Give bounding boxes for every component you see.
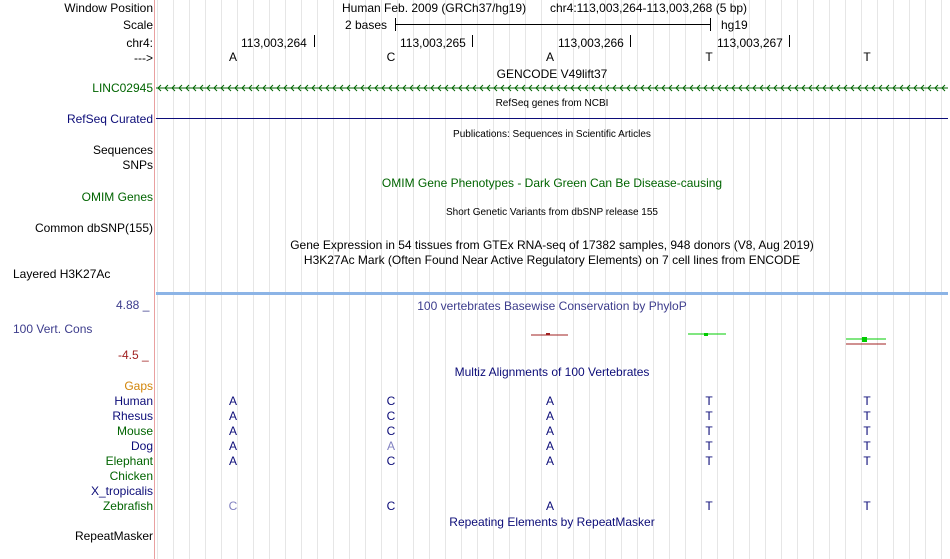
alignment-base: C [386,454,396,468]
repeatmasker-label[interactable]: RepeatMasker [74,529,153,543]
alignment-base: T [863,454,871,468]
ref-base-1: A [228,50,238,64]
position-text: chr4:113,003,264-113,003,268 (5 bp) [550,1,748,15]
species-label-mouse[interactable]: Mouse [116,424,153,438]
alignment-base: T [863,499,871,513]
phylop-min-label: -4.5 _ [118,348,149,362]
coordinate-tick-4 [789,35,790,47]
alignment-base: C [386,394,396,408]
alignment-base: A [545,439,555,453]
label-separator [154,0,155,559]
alignment-base: A [228,394,238,408]
alignment-base: T [863,439,871,453]
species-label-x-tropicalis[interactable]: X_tropicalis [90,484,153,498]
scale-bar-left-cap [395,18,396,31]
gencode-track-title[interactable]: GENCODE V49lift37 [496,67,608,81]
phylop-signal [156,326,948,350]
scale-bar-right-cap [710,18,711,31]
alignment-base: A [228,439,238,453]
alignment-base: T [705,439,713,453]
db-text: hg19 [721,18,748,32]
snps-label[interactable]: SNPs [122,158,153,172]
assembly-title: Human Feb. 2009 (GRCh37/hg19) [342,1,527,15]
species-label-human[interactable]: Human [114,394,153,408]
phylop-track-title[interactable]: 100 vertebrates Basewise Conservation by PhyloP [417,299,687,313]
multiz-track-title[interactable]: Multiz Alignments of 100 Vertebrates [454,365,650,379]
coordinate-4: 113,003,267 [717,36,783,50]
scale-bar [395,24,711,25]
h3k27ac-signal-band [156,292,948,295]
strand-label[interactable]: ---> [134,51,153,65]
refseq-track-title[interactable]: RefSeq genes from NCBI [495,98,609,109]
ref-base-5: T [863,50,871,64]
scale-text: 2 bases [345,18,388,32]
alignment-base: T [705,454,713,468]
alignment-base: T [705,394,713,408]
dbsnp-label[interactable]: Common dbSNP(155) [34,221,153,235]
alignment-base: C [386,499,396,513]
alignment-base: C [386,424,396,438]
coordinate-tick-1 [314,35,315,47]
alignment-base: T [705,499,713,513]
scale-label[interactable]: Scale [122,18,153,32]
species-label-rhesus[interactable]: Rhesus [112,409,153,423]
alignment-base: A [545,409,555,423]
refseq-gene-line[interactable] [156,118,948,119]
species-label-elephant[interactable]: Elephant [105,454,153,468]
ref-base-3: A [545,50,555,64]
gencode-gene-feature[interactable] [156,81,948,95]
alignment-base: C [386,409,396,423]
species-label-chicken[interactable]: Chicken [109,469,153,483]
species-label-dog[interactable]: Dog [130,439,153,453]
coordinate-1: 113,003,264 [241,36,307,50]
alignment-base: A [228,424,238,438]
sequences-label[interactable]: Sequences [92,143,153,157]
window-position-label[interactable]: Window Position [64,1,153,15]
refseq-label[interactable]: RefSeq Curated [66,112,153,126]
alignment-base: A [545,394,555,408]
phylop-label[interactable]: 100 Vert. Cons [13,322,93,336]
ref-base-4: T [705,50,713,64]
alignment-base: A [545,424,555,438]
gtex-track-title[interactable]: Gene Expression in 54 tissues from GTEx RNA-seq of 17382 samples, 948 donors (V8, Aug 2019) [290,238,814,252]
alignment-base: T [863,424,871,438]
omim-label[interactable]: OMIM Genes [81,190,153,204]
alignment-base: C [228,499,238,513]
chrom-label[interactable]: chr4: [126,36,153,50]
gencode-gene-label[interactable]: LINC02945 [92,81,153,95]
alignment-base: T [863,409,871,423]
coordinate-3: 113,003,266 [558,36,624,50]
alignment-base: A [386,439,396,453]
publications-track-title[interactable]: Publications: Sequences in Scientific Articles [453,129,651,140]
coordinate-tick-2 [472,35,473,47]
gaps-label[interactable]: Gaps [124,379,153,393]
alignment-base: T [705,424,713,438]
dbsnp-track-title[interactable]: Short Genetic Variants from dbSNP release 155 [446,207,658,218]
phylop-max-label: 4.88 _ [116,298,150,312]
h3k27ac-track-title[interactable]: H3K27Ac Mark (Often Found Near Active Regulatory Elements) on 7 cell lines from ENCODE [303,253,801,267]
ref-base-2: C [386,50,396,64]
repeatmasker-track-title[interactable]: Repeating Elements by RepeatMasker [449,515,655,529]
omim-track-title[interactable]: OMIM Gene Phenotypes - Dark Green Can Be Disease-causing [381,176,723,190]
alignment-base: A [228,409,238,423]
alignment-base: A [545,454,555,468]
alignment-base: T [863,394,871,408]
h3k27ac-label[interactable]: Layered H3K27Ac [13,267,111,281]
species-label-zebrafish[interactable]: Zebrafish [102,499,153,513]
coordinate-2: 113,003,265 [400,36,466,50]
alignment-base: A [228,454,238,468]
coordinate-tick-3 [630,35,631,47]
alignment-base: T [705,409,713,423]
alignment-base: A [545,499,555,513]
